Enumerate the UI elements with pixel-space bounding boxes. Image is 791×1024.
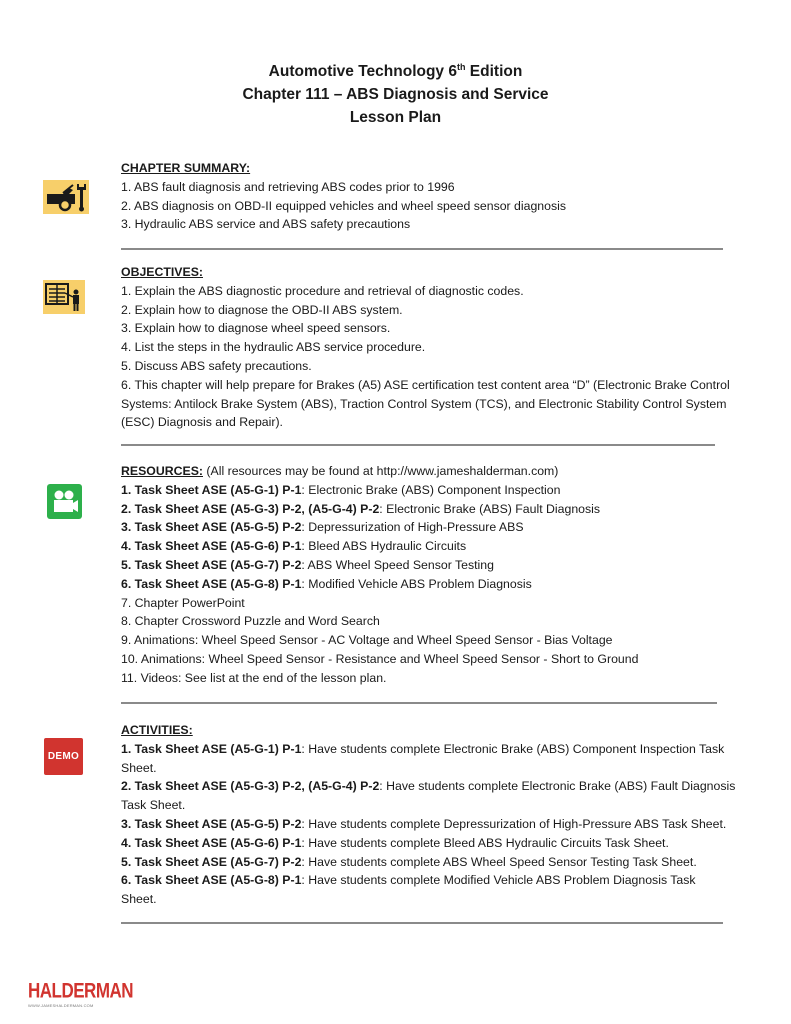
activity-item: 1. Task Sheet ASE (A5-G-1) P-1: Have students complete Electronic Brake (ABS) Component Inspection Task Sheet. [121,741,725,775]
objective-item: 1. Explain the ABS diagnostic procedure and retrieval of diagnostic codes. [121,283,524,298]
objectives-heading: OBJECTIVES: [121,265,203,279]
objective-item: 3. Explain how to diagnose wheel speed sensors. [121,321,391,336]
resource-item: 9. Animations: Wheel Speed Sensor - AC Voltage and Wheel Speed Sensor - Bias Voltage [121,633,613,648]
resource-item: 8. Chapter Crossword Puzzle and Word Search [121,614,380,629]
objective-item: 2. Explain how to diagnose the OBD-II ABS system. [121,302,403,317]
video-camera-icon [47,484,82,519]
halderman-logo: HALDERMAN WWW.JAMESHALDERMAN.COM [28,978,134,1008]
section-divider [121,444,715,446]
title-line-2: Chapter 111 – ABS Diagnosis and Service [242,86,549,103]
car-repair-icon [43,180,89,214]
resource-item[interactable]: 5. Task Sheet ASE (A5-G-7) P-2: ABS Wheel Speed Sensor Testing [121,557,494,572]
resource-item[interactable]: 2. Task Sheet ASE (A5-G-3) P-2, (A5-G-4) P-2: Electronic Brake (ABS) Fault Diagnosis [121,501,601,516]
summary-item: 3. Hydraulic ABS service and ABS safety precautions [121,217,411,232]
section-divider [121,922,723,924]
resource-item: 7. Chapter PowerPoint [121,595,245,610]
teacher-board-icon [43,280,85,314]
resource-item: 11. Videos: See list at the end of the lesson plan. [121,670,387,685]
chapter-summary-section [121,159,761,234]
activity-item: 3. Task Sheet ASE (A5-G-5) P-2: Have students complete Depressurization of High-Pressure ABS Task Sheet. [121,816,727,831]
resource-item[interactable]: 6. Task Sheet ASE (A5-G-8) P-1: Modified Vehicle ABS Problem Diagnosis [121,576,532,591]
resource-item[interactable]: 3. Task Sheet ASE (A5-G-5) P-2: Depressurization of High-Pressure ABS [121,520,524,535]
resources-heading-line [121,462,761,481]
objective-item: 4. List the steps in the hydraulic ABS service procedure. [121,340,426,355]
objective-item: 6. This chapter will help prepare for Brakes (A5) ASE certification test content area “D” (Electronic Brake Control Systems: Antilock Brake System (ABS), Traction Control System (TCS), and Electronic Stability Control System (ESC) Diagnosis and Repair). [121,377,730,430]
resource-item[interactable]: 4. Task Sheet ASE (A5-G-6) P-1: Bleed ABS Hydraulic Circuits [121,539,467,554]
resource-item: 10. Animations: Wheel Speed Sensor - Resistance and Wheel Speed Sensor - Short to Ground [121,651,639,666]
activity-item: 5. Task Sheet ASE (A5-G-7) P-2: Have students complete ABS Wheel Speed Sensor Testing Task Sheet. [121,854,697,869]
section-divider [121,702,717,704]
resources-heading: RESOURCES: [121,464,203,478]
activities-section [121,721,761,909]
objective-item: 5. Discuss ABS safety precautions. [121,358,312,373]
summary-item: 1. ABS fault diagnosis and retrieving ABS codes prior to 1996 [121,179,455,194]
resources-note: (All resources may be found at http://www.jameshalderman.com) [203,464,559,478]
objectives-section [121,263,761,432]
demo-icon: DEMO [44,738,83,775]
chapter-summary-heading: CHAPTER SUMMARY: [121,161,251,175]
section-divider [121,248,723,250]
title-line-3: Lesson Plan [349,109,442,126]
activity-item: 2. Task Sheet ASE (A5-G-3) P-2, (A5-G-4) P-2: Have students complete Electronic Brake (ABS) Fault Diagnosis Task Sheet. [121,779,736,813]
activity-item: 4. Task Sheet ASE (A5-G-6) P-1: Have students complete Bleed ABS Hydraulic Circuits Task Sheet. [121,835,669,850]
resources-section [121,462,761,688]
activities-heading: ACTIVITIES: [121,723,193,737]
resource-item[interactable]: 1. Task Sheet ASE (A5-G-1) P-1: Electronic Brake (ABS) Component Inspection [121,482,561,497]
activity-item: 6. Task Sheet ASE (A5-G-8) P-1: Have students complete Modified Vehicle ABS Problem Diagnosis Task Sheet. [121,873,696,907]
document-title [0,60,791,129]
title-line-1: Automotive Technology 6th Edition [268,61,523,80]
summary-item: 2. ABS diagnosis on OBD-II equipped vehicles and wheel speed sensor diagnosis [121,198,567,213]
